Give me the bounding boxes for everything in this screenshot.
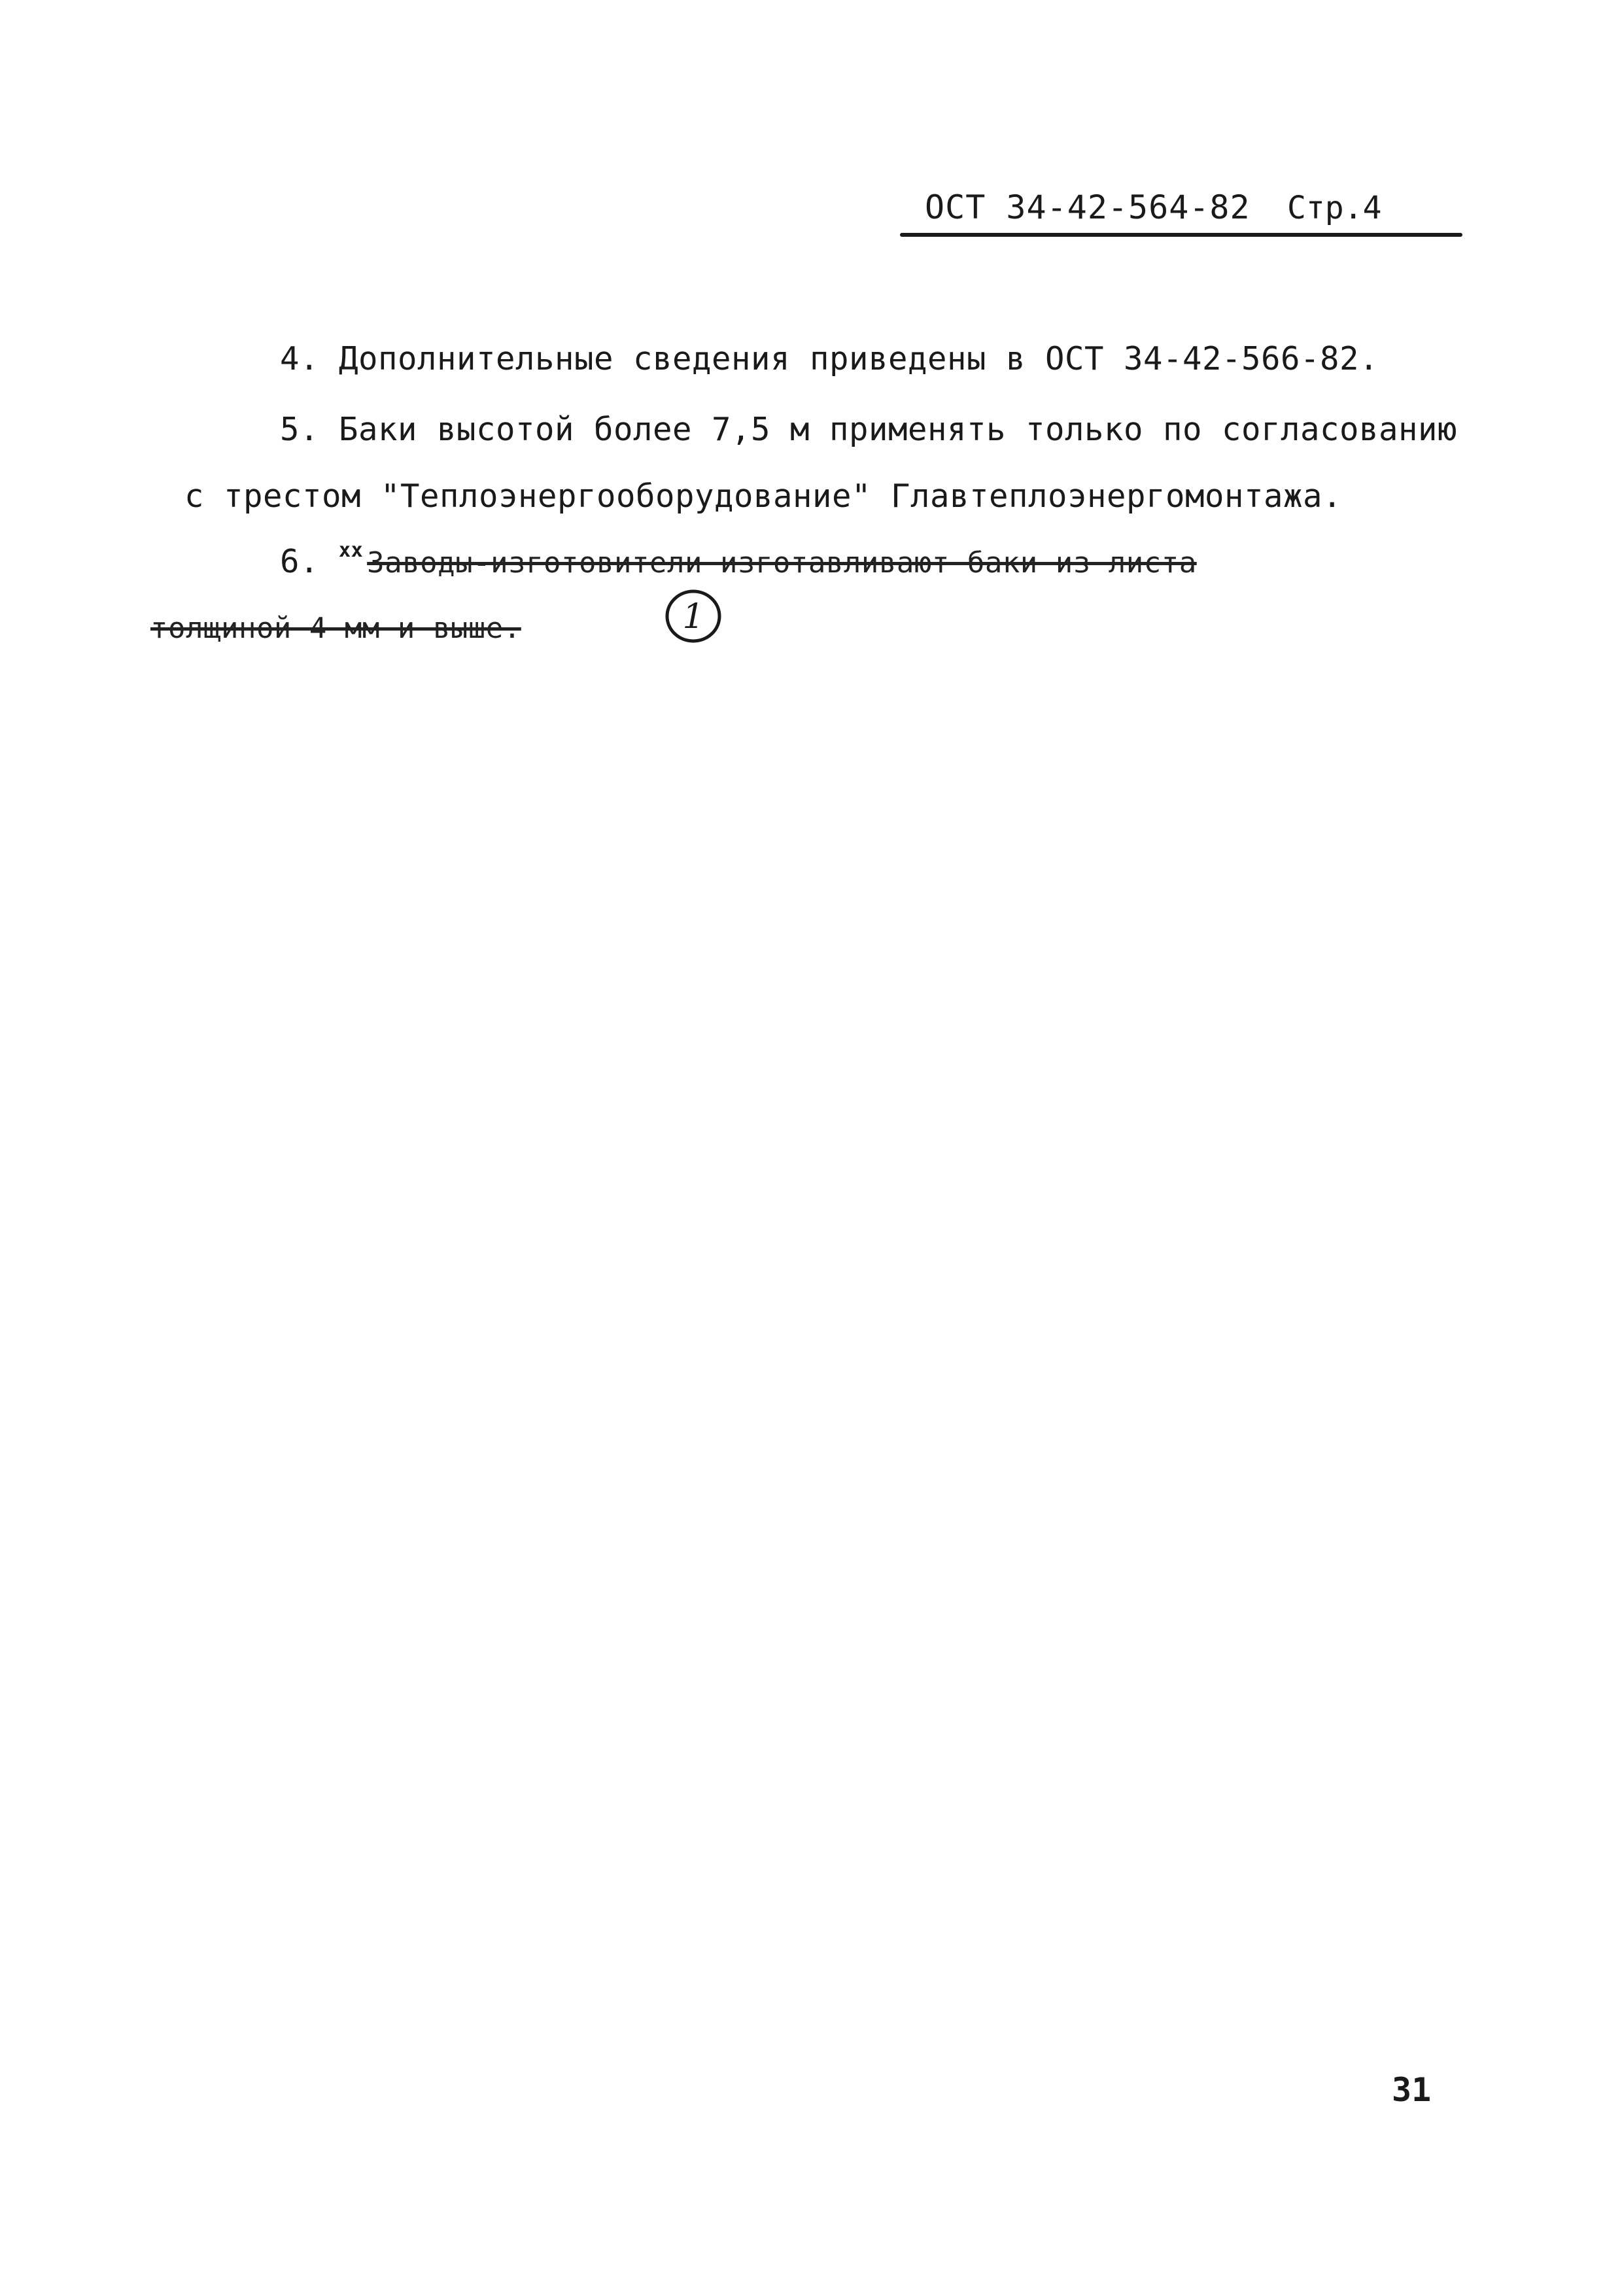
change-mark-circle: [662, 587, 725, 645]
footnote-mark: xx: [339, 539, 364, 562]
item-5-line-2: с трестом "Теплоэнергооборудование" Главтеплоэнергомонтажа.: [184, 478, 1343, 515]
item-6-line-1: [280, 539, 1197, 580]
change-mark-number: 1: [682, 597, 704, 636]
document-header: [900, 177, 1462, 249]
page-label: Стр.4: [1287, 190, 1382, 226]
item-6-struck-text-1: Заводы-изготовители изготавливают баки из листа: [367, 546, 1197, 580]
item-6-struck-text-2: толщиной 4 мм и выше.: [150, 612, 521, 645]
item-6-number: 6.: [280, 543, 320, 580]
item-5-line-1: 5. Баки высотой более 7,5 м применять только по согласованию: [280, 411, 1458, 448]
item-4: 4. Дополнительные сведения приведены в ОСТ 34-42-566-82.: [280, 340, 1379, 377]
header-rule: [900, 233, 1462, 237]
item-6-line-2: [150, 608, 521, 646]
page-number: 31: [1392, 2071, 1432, 2109]
document-code: ОСТ 34-42-564-82: [925, 188, 1251, 226]
